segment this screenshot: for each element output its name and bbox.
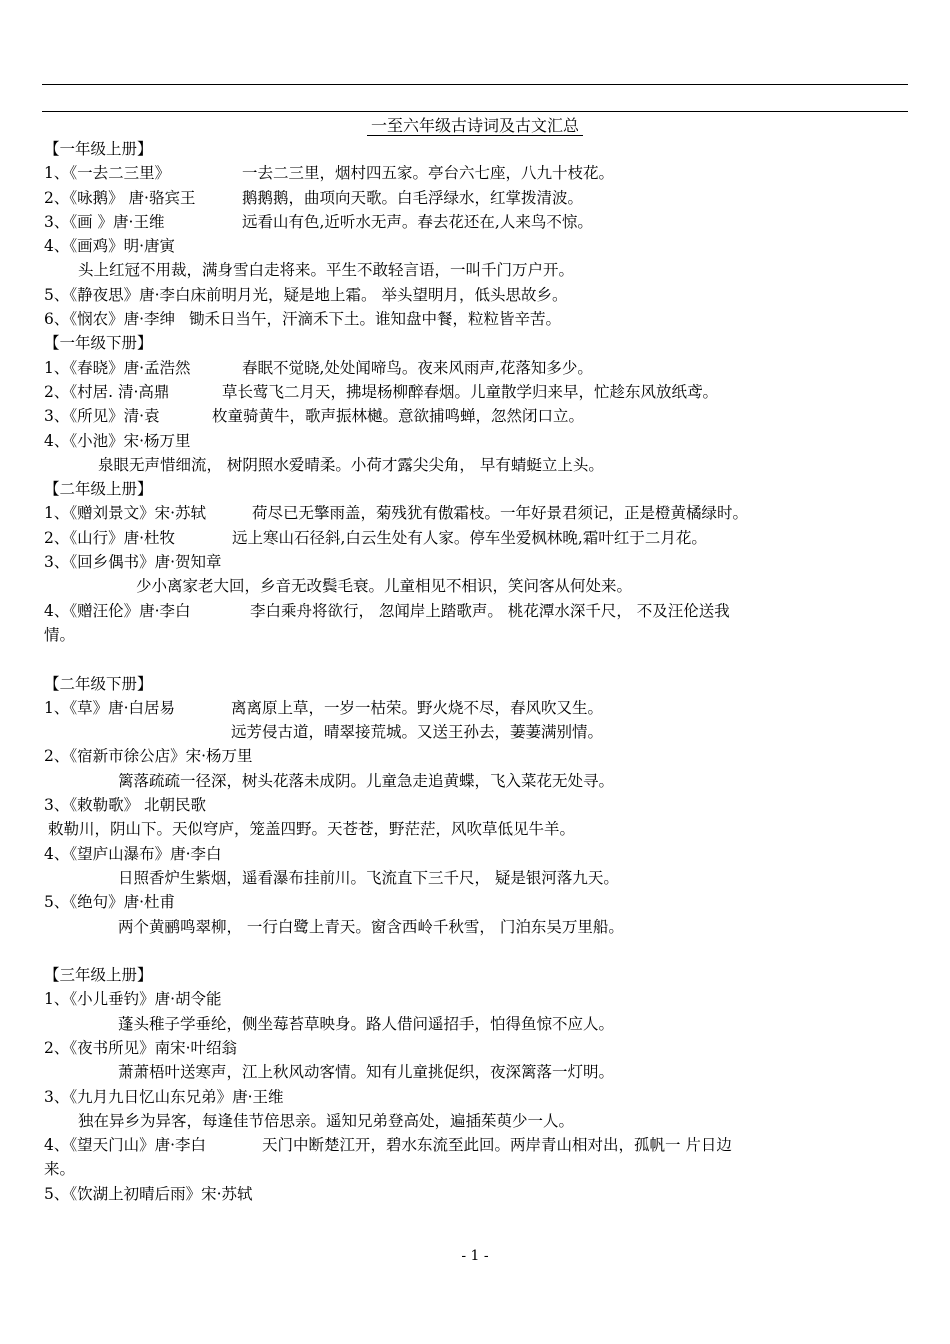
line-text: 2、《村居. 清·高鼎 <box>44 382 170 401</box>
poem-line <box>44 696 908 720</box>
line-text: 1、《一去二三里》 <box>44 164 171 183</box>
poem-line <box>44 283 908 307</box>
line-text: 3、《画 》唐·王维 <box>44 212 165 231</box>
top-rule <box>42 84 908 85</box>
line-text: 【二年级下册】 <box>44 674 153 693</box>
verse-text: 荷尽已无擎雨盖，菊残犹有傲霜枝。一年好景君须记，正是橙黄橘绿时。 <box>252 504 749 523</box>
line-text: 【一年级上册】 <box>44 140 153 158</box>
verse-text: 离离原上草，一岁一枯荣。野火烧不尽，春风吹又生。 <box>231 698 604 717</box>
poem-line <box>44 744 908 768</box>
poem-line <box>44 842 908 866</box>
poem-line <box>44 1085 908 1109</box>
line-text: 2、《咏鹅》 唐·骆宾王 <box>44 188 196 207</box>
line-text: 头上红冠不用裁，满身雪白走将来。平生不敢轻言语，一叫千门万户开。 <box>78 261 575 280</box>
line-text: 4、《小池》宋·杨万里 <box>44 431 191 450</box>
poem-line <box>44 429 908 453</box>
verse-text: 草长莺飞二月天，拂堤杨柳醉春烟。儿童散学归来早，忙趁东风放纸鸢。 <box>222 382 719 401</box>
line-text: 萧萧梧叶送寒声，江上秋风动客情。知有儿童挑促织，夜深篱落一灯明。 <box>118 1063 615 1082</box>
line-text: 2、《山行》唐·杜牧 <box>44 528 176 547</box>
poem-line <box>44 1133 908 1157</box>
poem-line <box>44 356 908 380</box>
line-text: 远芳侵古道，晴翠接荒城。又送王孙去，萋萋满别情。 <box>231 723 604 742</box>
line-text: 3、《回乡偶书》唐·贺知章 <box>44 553 222 572</box>
section-heading <box>44 137 908 161</box>
poem-line <box>44 1109 908 1133</box>
line-text: 4、《望庐山瀑布》唐·李白 <box>44 844 222 863</box>
document-body <box>44 137 908 1206</box>
poem-line <box>44 526 908 550</box>
verse-text: 锄禾日当午，汗滴禾下土。谁知盘中餐，粒粒皆辛苦。 <box>189 310 562 329</box>
poem-line <box>44 1012 908 1036</box>
line-text: 篱落疏疏一径深，树头花落未成阴。儿童急走追黄蝶，飞入菜花无处寻。 <box>118 771 615 790</box>
document-title: 一至六年级古诗词及古文汇总 <box>0 116 950 136</box>
line-text: 4、《赠汪伦》唐·李白 <box>44 601 191 620</box>
poem-line <box>44 574 908 598</box>
line-text: 4、《画鸡》明·唐寅 <box>44 237 176 256</box>
poem-line <box>44 793 908 817</box>
poem-line <box>44 210 908 234</box>
line-text: 独在异乡为异客，每逢佳节倍思亲。遥知兄弟登高处，遍插茱萸少一人。 <box>78 1111 575 1130</box>
page-number: - 1 - <box>461 1248 489 1264</box>
poem-line <box>44 453 908 477</box>
line-text: 1、《春晓》唐·孟浩然 <box>44 358 191 377</box>
second-rule <box>42 111 908 112</box>
line-text: 5、《静夜思》唐·李白床前明月光，疑是地上霜。 举头望明月，低头思故乡。 <box>44 285 568 304</box>
line-text: 5、《饮湖上初晴后雨》宋·苏轼 <box>44 1184 253 1203</box>
line-text: 敕勒川，阴山下。天似穹庐，笼盖四野。天苍苍，野茫茫，风吹草低见牛羊。 <box>48 820 576 839</box>
poem-line <box>44 866 908 890</box>
poem-line <box>44 501 908 525</box>
line-text: 日照香炉生紫烟，遥看瀑布挂前川。飞流直下三千尺， 疑是银河落九天。 <box>118 868 619 887</box>
section-heading <box>44 331 908 355</box>
section-heading <box>44 963 908 987</box>
line-text: 少小离家老大回，乡音无改鬓毛衰。儿童相见不相识，笑问客从何处来。 <box>136 577 633 596</box>
line-text: 来。 <box>44 1160 76 1179</box>
line-text: 【三年级上册】 <box>44 966 153 985</box>
poem-line <box>44 817 908 841</box>
verse-text: 鹅鹅鹅，曲项向天歌。白毛浮绿水，红掌拨清波。 <box>242 188 584 207</box>
line-text: 1、《赠刘景文》宋·苏轼 <box>44 504 207 523</box>
poem-line <box>44 623 908 647</box>
line-text: 情。 <box>44 625 76 644</box>
poem-line <box>44 161 908 185</box>
line-text: 2、《宿新市徐公店》宋·杨万里 <box>44 747 253 766</box>
verse-text: 天门中断楚江开，碧水东流至此回。两岸青山相对出，孤帆一 片日边 <box>262 1136 732 1155</box>
verse-text: 春眠不觉晓,处处闻啼鸟。夜来风雨声,花落知多少。 <box>242 358 593 377</box>
verse-text: 李白乘舟将欲行， 忽闻岸上踏歌声。 桃花潭水深千尺， 不及汪伦送我 <box>250 601 730 620</box>
poem-line <box>44 915 908 939</box>
poem-line <box>44 890 908 914</box>
poem-line <box>44 599 908 623</box>
verse-text: 远看山有色,近听水无声。春去花还在,人来鸟不惊。 <box>242 212 593 231</box>
line-text: 3、《敕勒歌》 北朝民歌 <box>44 796 207 815</box>
section-heading <box>44 672 908 696</box>
poem-line <box>44 234 908 258</box>
line-text: 6、《悯农》唐·李绅 <box>44 310 176 329</box>
line-text: 1、《小儿垂钓》唐·胡令能 <box>44 990 222 1009</box>
blank-line <box>44 647 908 671</box>
line-text: 2、《夜书所见》南宋·叶绍翁 <box>44 1038 238 1057</box>
poem-line <box>44 720 908 744</box>
line-text: 4、《望天门山》唐·李白 <box>44 1136 207 1155</box>
poem-line <box>44 258 908 282</box>
verse-text: 枚童骑黄牛，歌声振林樾。意欲捕鸣蝉，忽然闭口立。 <box>212 407 585 426</box>
line-text: 5、《绝句》唐·杜甫 <box>44 893 176 912</box>
verse-text: 一去二三里，烟村四五家。亭台六七座，八九十枝花。 <box>242 164 615 183</box>
poem-line <box>44 769 908 793</box>
poem-line <box>44 1036 908 1060</box>
poem-line <box>44 380 908 404</box>
line-text: 两个黄鹂鸣翠柳， 一行白鹭上青天。窗含西岭千秋雪， 门泊东吴万里船。 <box>118 917 624 936</box>
line-text: 蓬头稚子学垂纶，侧坐莓苔草映身。路人借问遥招手，怕得鱼惊不应人。 <box>118 1014 615 1033</box>
line-text: 【二年级上册】 <box>44 480 153 499</box>
line-text: 3、《所见》清·袁 <box>44 407 160 426</box>
poem-line <box>44 1060 908 1084</box>
poem-line <box>44 550 908 574</box>
line-text: 1、《草》唐·白居易 <box>44 698 176 717</box>
line-text: 泉眼无声惜细流， 树阴照水爱晴柔。小荷才露尖尖角， 早有蜻蜓立上头。 <box>98 455 604 474</box>
section-heading <box>44 477 908 501</box>
blank-line <box>44 939 908 963</box>
poem-line <box>44 404 908 428</box>
poem-line <box>44 1157 908 1181</box>
verse-text: 远上寒山石径斜,白云生处有人家。停车坐爱枫林晚,霜叶红于二月花。 <box>232 528 707 547</box>
poem-line <box>44 1182 908 1206</box>
line-text: 【一年级下册】 <box>44 334 153 353</box>
poem-line <box>44 987 908 1011</box>
poem-line <box>44 307 908 331</box>
line-text: 3、《九月九日忆山东兄弟》唐·王维 <box>44 1087 284 1106</box>
poem-line <box>44 186 908 210</box>
